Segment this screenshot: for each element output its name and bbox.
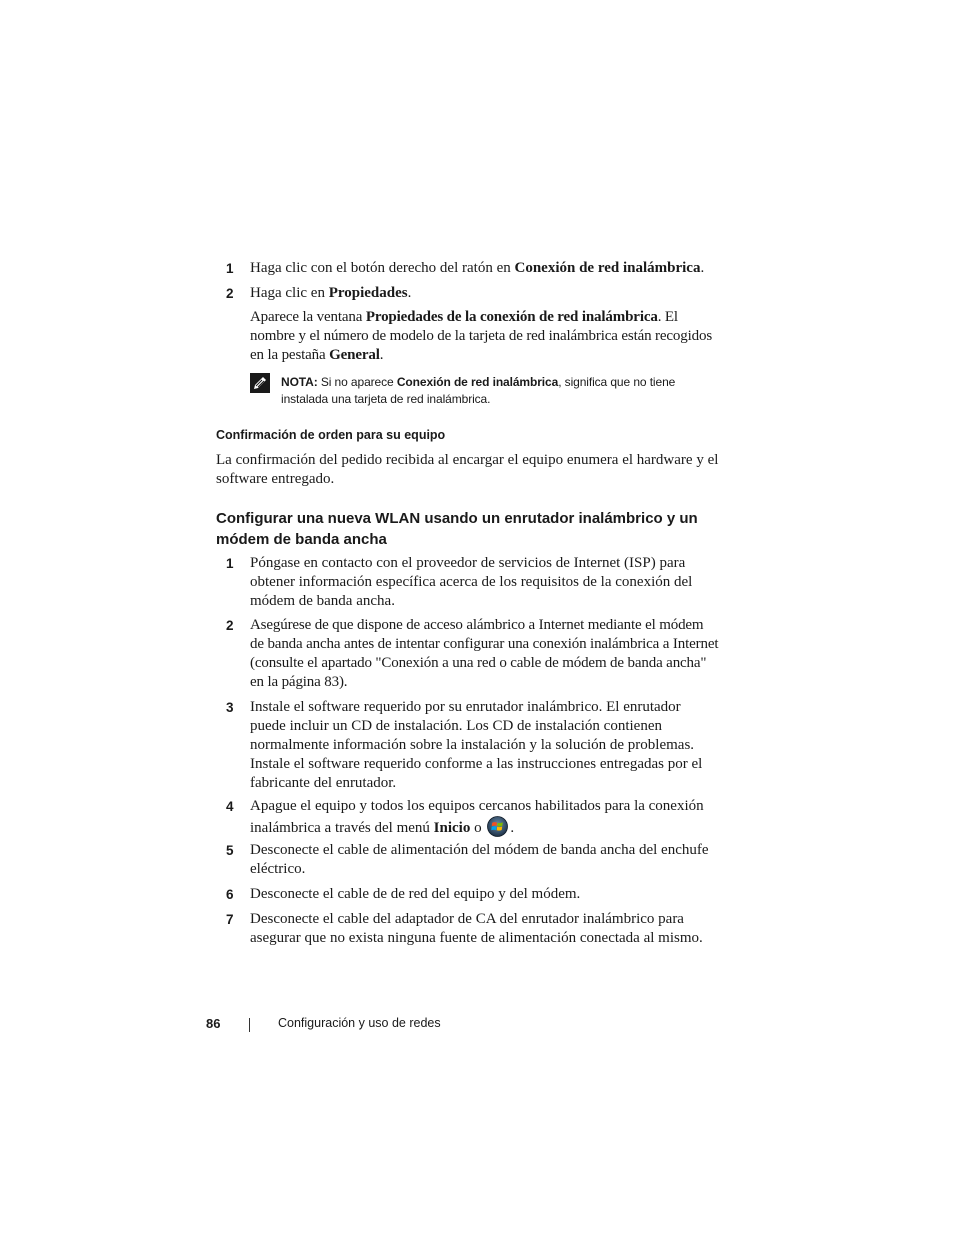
step-text: Apague el equipo y todos los equipos cercanos habilitados para la conexión inalámbrica a través del menú xyxy=(250,798,704,836)
ui-term: Conexión de red inalámbrica xyxy=(514,260,701,276)
step-number: 6 xyxy=(226,887,234,902)
step-text: . xyxy=(510,820,515,836)
note-label: NOTA: xyxy=(281,375,318,389)
page-number: 86 xyxy=(206,1016,221,1031)
step-text: Haga clic con el botón derecho del ratón en xyxy=(250,260,515,276)
step-text: Instale el software requerido por su enrutador inalámbrico. El enrutador puede incluir un CD de instalación. Los CD de instalación contienen normalmente información sobre la instalación y la solución de problemas. Instale el software requerido conforme a las instrucciones entregadas por el fabricante del enrutador. xyxy=(250,699,703,791)
ui-term: Propiedades de la conexión de red inalámbrica xyxy=(365,309,658,325)
note-text xyxy=(281,374,721,408)
order-confirmation-paragraph: La confirmación del pedido recibida al encargar el equipo enumera el hardware y el software entregado. xyxy=(216,452,719,487)
section-heading: Configurar una nueva WLAN usando un enrutador inalámbrico y un módem de banda ancha xyxy=(216,510,698,548)
step-text: o xyxy=(470,820,486,836)
note-body: , significa que no tiene instalada una tarjeta de red inalámbrica. xyxy=(281,375,676,406)
para-text: Aparece la ventana xyxy=(250,309,366,325)
step-number: 5 xyxy=(226,843,234,858)
section-subheading: Confirmación de orden para su equipo xyxy=(216,428,446,442)
ui-term: Propiedades xyxy=(328,285,408,301)
ui-term: Inicio xyxy=(433,820,471,836)
step-text: Póngase en contacto con el proveedor de servicios de Internet (ISP) para obtener información específica acerca de los requisitos de la conexión del módem de banda ancha. xyxy=(250,555,693,609)
footer-divider xyxy=(249,1018,250,1032)
note-pencil-icon xyxy=(250,373,270,393)
step-1-text xyxy=(250,259,720,278)
ui-term: Conexión de red inalámbrica xyxy=(396,375,559,389)
step-text: Desconecte el cable del adaptador de CA del enrutador inalámbrico para asegurar que no exista ninguna fuente de alimentación conectada al mismo. xyxy=(250,911,703,946)
step-text: Desconecte el cable de de red del equipo y del módem. xyxy=(250,886,581,902)
step-text: Haga clic en xyxy=(250,285,329,301)
windows-start-icon xyxy=(487,816,508,837)
step-text: . xyxy=(407,285,412,301)
step-number: 2 xyxy=(226,618,234,633)
step-number: 2 xyxy=(226,286,234,301)
chapter-title: Configuración y uso de redes xyxy=(278,1016,441,1030)
step-text: . xyxy=(700,260,705,276)
step-4-text xyxy=(250,797,720,838)
step-number: 1 xyxy=(226,261,234,276)
step-number: 4 xyxy=(226,799,234,814)
step-2-text xyxy=(250,284,720,303)
step-text: Asegúrese de que dispone de acceso alámbrico a Internet mediante el módem de banda ancha antes de intentar configurar una conexión inalámbrica a Internet (consulte el apartado "Conexión a una red o cable de módem de banda ancha" en la página 83). xyxy=(250,617,719,690)
para-text: . xyxy=(379,347,384,363)
ui-term: General xyxy=(329,347,380,363)
window-description xyxy=(250,308,720,365)
para-text: . El nombre y el número de modelo de la tarjeta de red inalámbrica están recogidos en la pestaña xyxy=(250,309,713,363)
step-number: 7 xyxy=(226,912,234,927)
step-number: 3 xyxy=(226,700,234,715)
note-body: Si no aparece xyxy=(317,375,397,389)
step-text: Desconecte el cable de alimentación del módem de banda ancha del enchufe eléctrico. xyxy=(250,842,709,877)
step-number: 1 xyxy=(226,556,234,571)
